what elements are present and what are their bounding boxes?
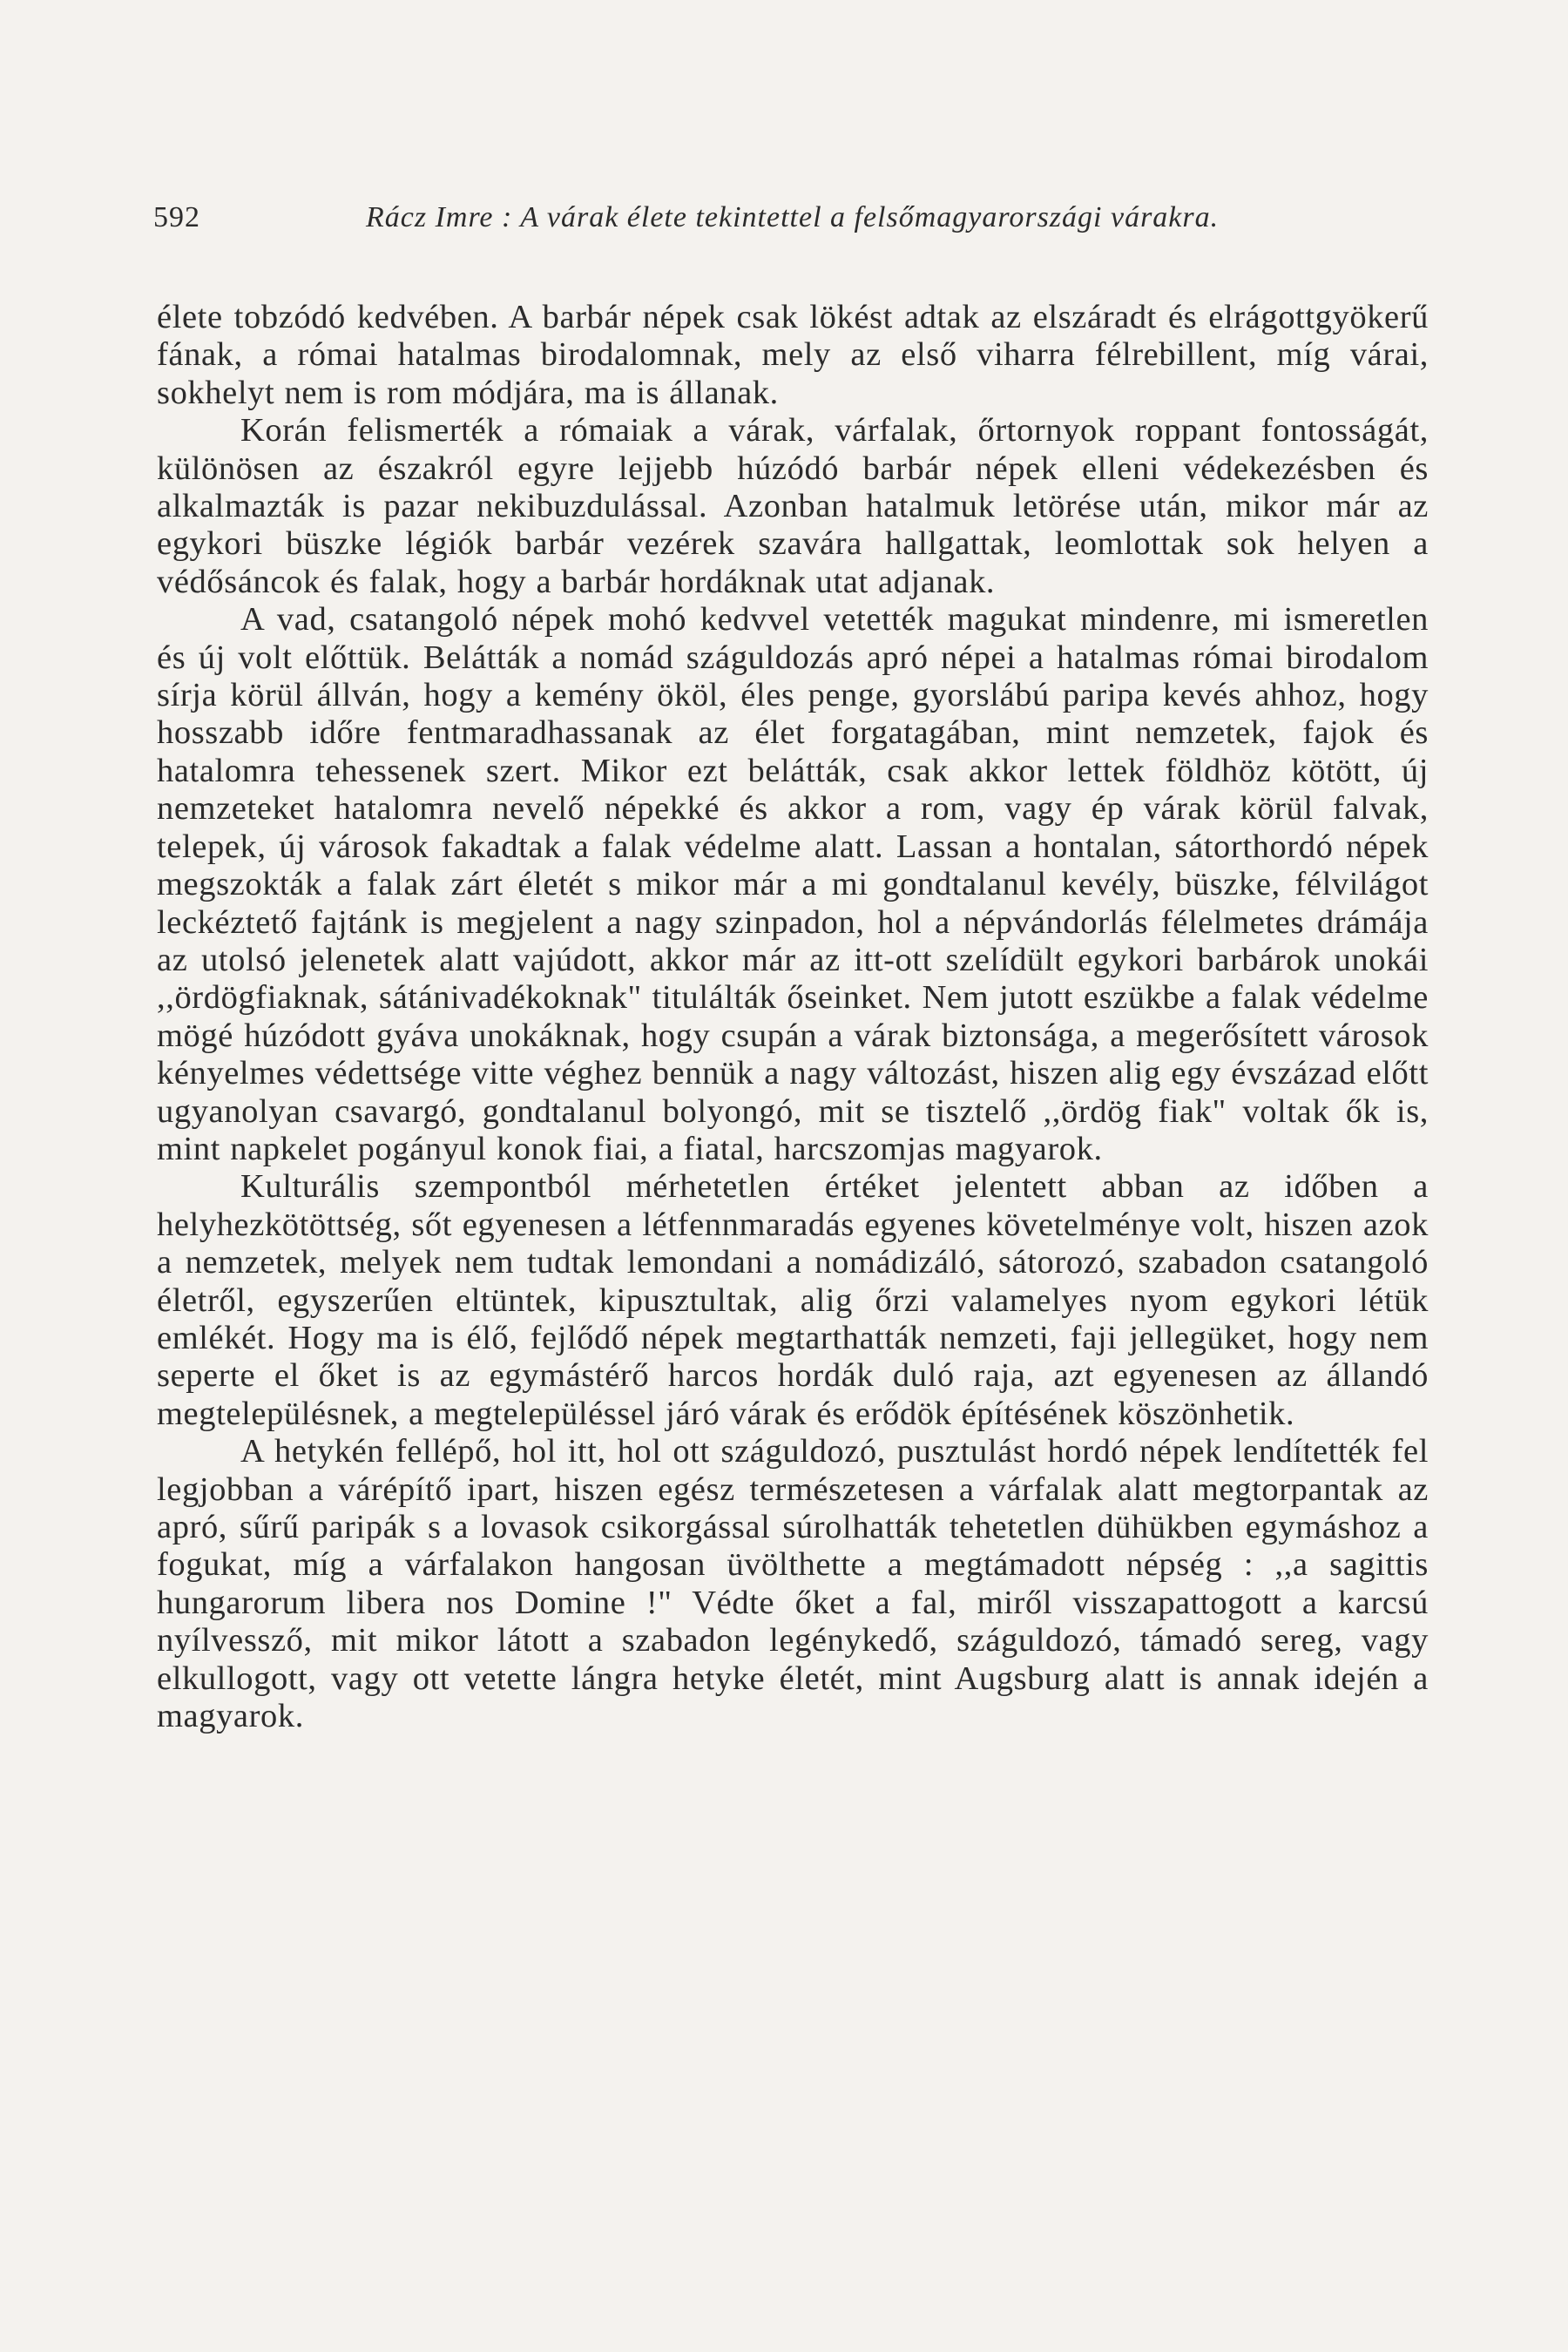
page-number: 592 — [153, 201, 200, 233]
running-title: Rácz Imre : A várak élete tekintettel a felsőmagyarországi várakra. — [366, 201, 1220, 233]
running-head — [153, 192, 1425, 244]
paragraph: A hetykén fellépő, hol itt, hol ott száguldozó, pusztulást hordó népek lendítették fel legjobban a várépítő ipart, hiszen egész természetesen a várfalak alatt megtorpantak az apró, sűrű paripák s a lovasok csikorgással súrolhatták tehetetlen dühükben egymáshoz a fogukat, míg a várfalakon hangosan üvölthette a megtámadott népség : ,,a sagittis hungarorum libera nos Domine !" Védte őket a fal, miről visszapattogott a karcsú nyílvessző, mit mikor látott a szabadon legénykedő, száguldozó, támadó sereg, vagy elkullogott, vagy ott vetette lángra hetyke életét, mint Augsburg alatt is annak idején a magyarok. — [157, 1433, 1429, 1735]
paragraph-continuation: élete tobzódó kedvében. A barbár népek csak lökést adtak az elszáradt és elrágottgyökerű fának, a római hatalmas birodalomnak, mely az első viharra félrebillent, míg várai, sokhelyt nem is rom módjára, ma is állanak. — [157, 299, 1429, 411]
body-text — [157, 299, 1429, 1735]
paragraph: Kulturális szempontból mérhetetlen értéket jelentett abban az időben a helyhezkötöttség, sőt egyenesen a létfennmaradás egyenes követelménye volt, hiszen azok a nemzetek, melyek nem tudtak lemondani a nomádizáló, sátorozó, szabadon csatangoló életről, egyszerűen eltüntek, kipusztultak, alig őrzi valamelyes nyom egykori létük emlékét. Hogy ma is élő, fejlődő népek megtarthatták nemzeti, faji jellegüket, hogy nem seperte el őket is az egymástérő harcos hordák duló raja, azt egyenesen az állandó megtelepülésnek, a megtelepüléssel járó várak és erődök építésének köszönhetik. — [157, 1168, 1429, 1432]
paragraph: A vad, csatangoló népek mohó kedvvel vetették magukat mindenre, mi ismeretlen és új volt előttük. Belátták a nomád száguldozás apró népei a hatalmas római birodalom sírja körül állván, hogy a kemény ököl, éles penge, gyorslábú paripa kevés ahhoz, hogy hosszabb időre fentmaradhassanak az élet forgatagában, mint nemzetek, fajok és hatalomra tehessenek szert. Mikor ezt belátták, csak akkor lettek földhöz kötött, új nemzeteket hatalomra nevelő népekké és akkor a rom, vagy ép várak körül falvak, telepek, új városok fakadtak a falak védelme alatt. Lassan a hontalan, sátorthordó népek megszokták a falak zárt életét s mikor már a mi gondtalanul kevély, büszke, félvilágot leckéztető fajtánk is megjelent a nagy szinpadon, hol a népvándorlás félelmetes drámája az utolsó jelenetek alatt vajúdott, akkor már az itt-ott szelídült egykori barbárok unokái ,,ördögfiaknak, sátánivadékoknak" titulálták őseinket. Nem jutott eszükbe a falak védelme mögé húzódott gyáva unokáknak, hogy csupán a várak biztonsága, a megerősített városok kényelmes védettsége vitte véghez bennük a nagy változást, hiszen alig egy évszázad előtt ugyanolyan csavargó, gondtalanul bolyongó, mit se tisztelő ,,ördög fiak" voltak ők is, mint napkelet pogányul konok fiai, a fiatal, harcszomjas magyarok. — [157, 601, 1429, 1167]
paragraph: Korán felismerték a rómaiak a várak, várfalak, őrtornyok roppant fontosságát, különösen az északról egyre lejjebb húzódó barbár népek elleni védekezésben és alkalmazták is pazar nekibuzdulással. Azonban hatalmuk letörése után, mikor már az egykori büszke légiók barbár vezérek szavára hallgattak, leomlottak sok helyen a védősáncok és falak, hogy a barbár hordáknak utat adjanak. — [157, 412, 1429, 600]
